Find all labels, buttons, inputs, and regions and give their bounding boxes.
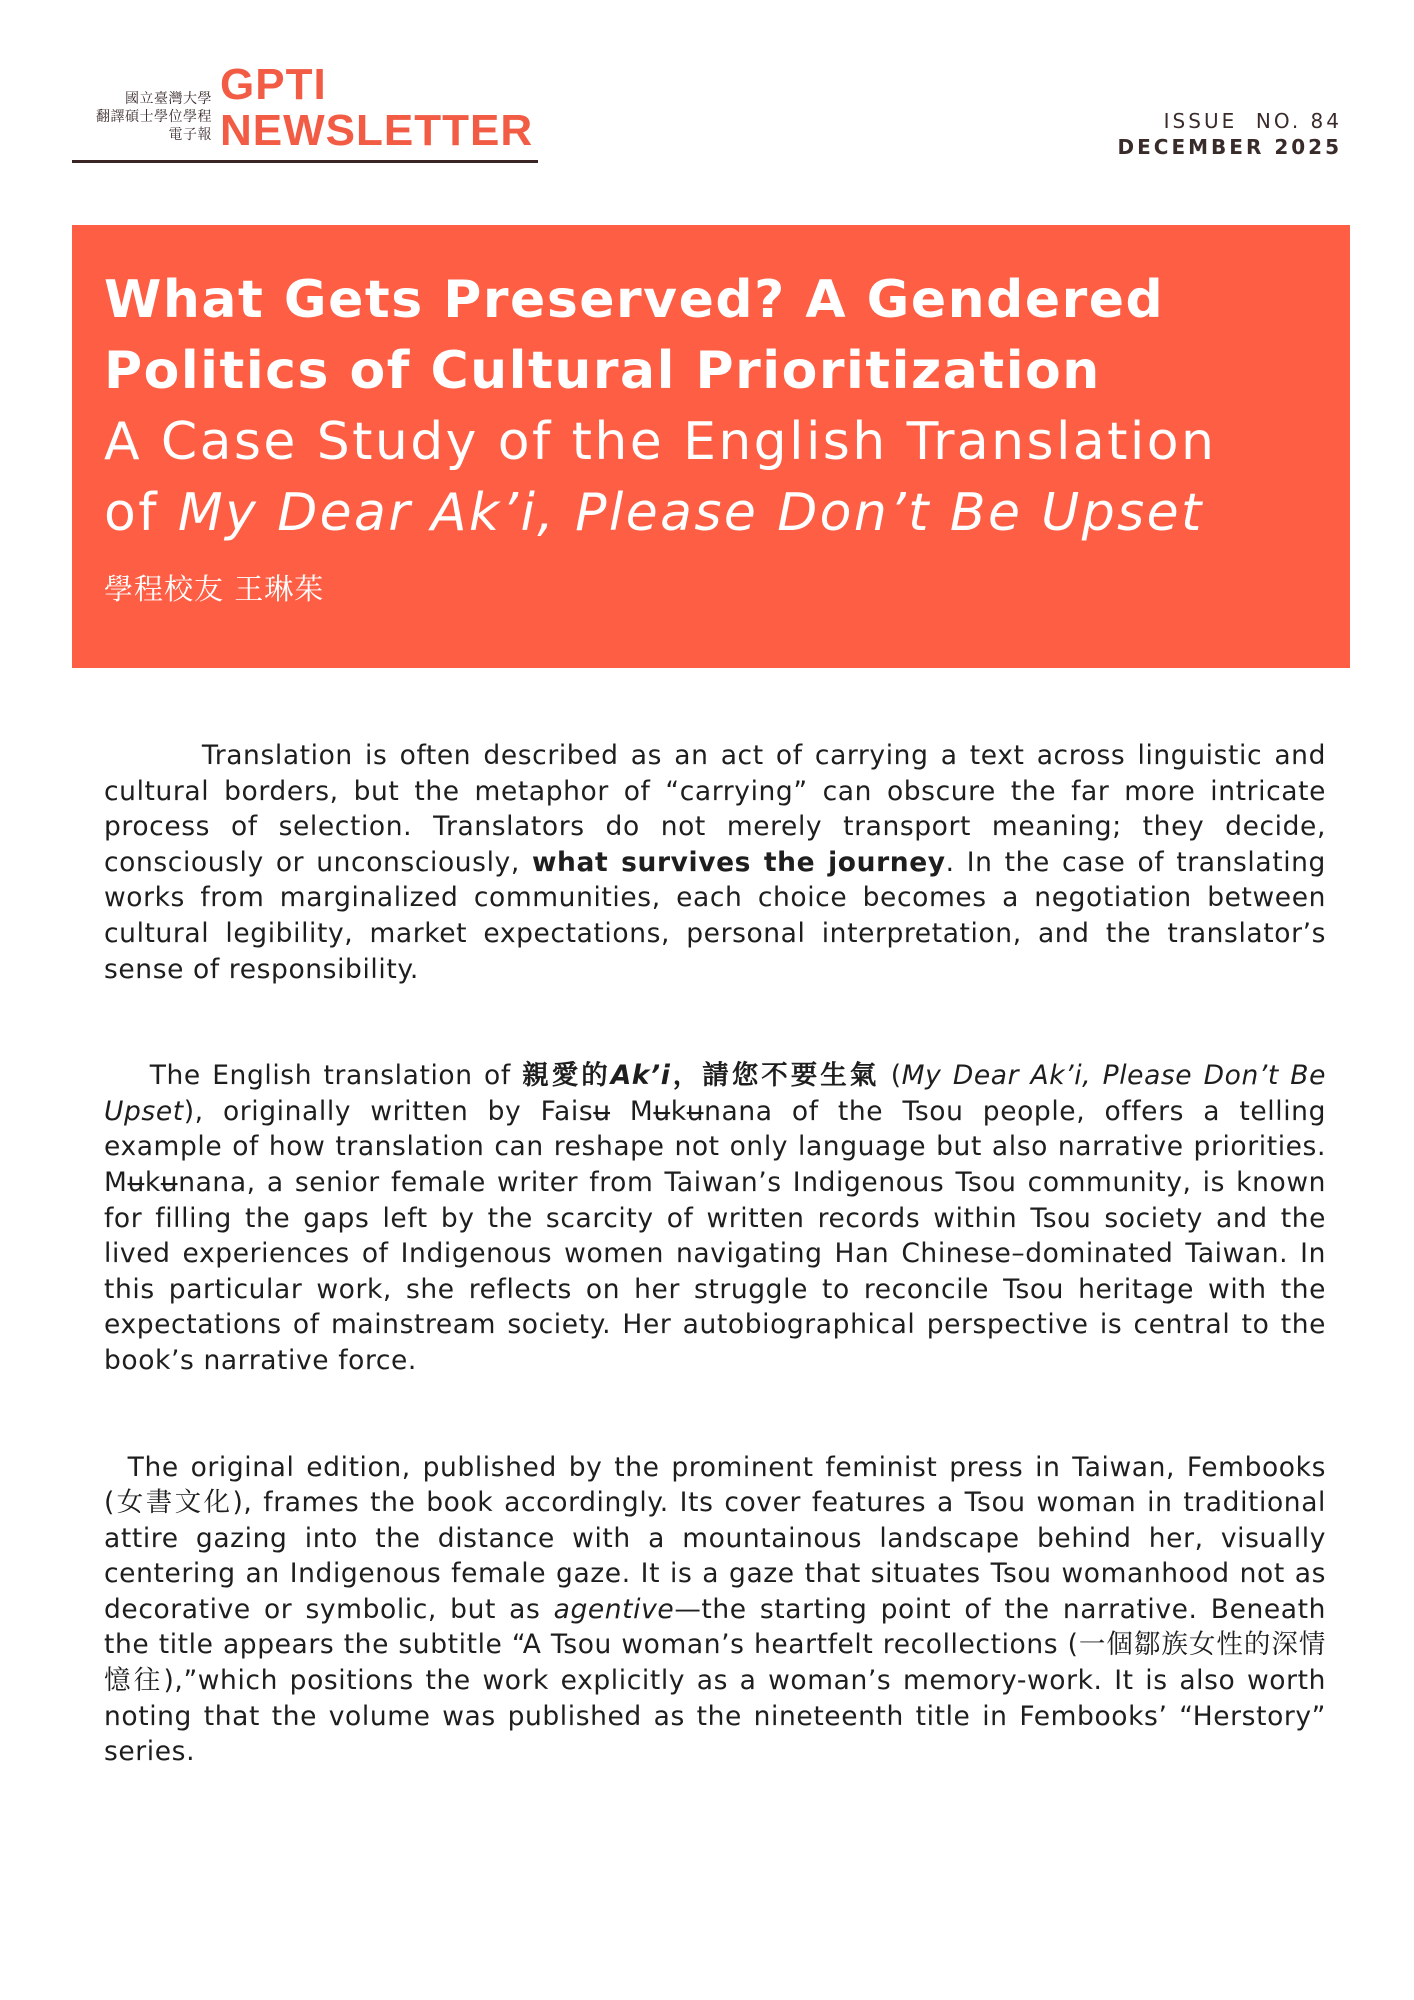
program-name-line: 翻譯碩士學位學程 <box>96 109 212 125</box>
paragraph-3 <box>104 1450 1326 1770</box>
paragraph-text: The original edition, published by the prominent feminist press in Taiwan, Fembooks (女書文化), frames the book accordingly. Its cover features a Tsou woman in traditional attire gazing into the distance with a mountainous landscape behind her, visually centering an Indigenous female gaze. It is a gaze that situates Tsou womanhood not as decorative or symbolic, but as <box>104 1451 1326 1625</box>
masthead-divider <box>72 160 538 163</box>
paragraph-indent <box>104 1452 128 1483</box>
title-banner <box>72 225 1350 668</box>
paragraph-text: —the starting point of the narrative. Beneath the title appears the subtitle “A Tsou woman’s heartfelt recollections (一個鄒族女性的深情憶往),”which positions the work explicitly as a woman’s memory-work. It is also worth noting that the volume was published as the nineteenth title in Fembooks’ “Herstory” series. <box>104 1593 1326 1768</box>
issue-date: DECEMBER 2025 <box>1117 135 1342 159</box>
paragraph-indent <box>104 740 202 771</box>
issue-number: ISSUE NO. 84 <box>1163 109 1342 133</box>
program-name-line: 國立臺灣大學 <box>125 91 212 107</box>
chinese-title-bold-italic: Ak’i <box>610 1060 671 1092</box>
paragraph-text: ( <box>879 1060 902 1092</box>
emphasis-italic: agentive <box>553 1593 675 1625</box>
english-title-italic: My Dear Ak’i, Please Don’t Be Upset <box>104 1060 1326 1127</box>
paragraph-text: . In the case of translating works from marginalized communities, each choice becomes a negotiation between cultural legibility, market expectations, personal interpretation, and the translator’s sense of responsibility. <box>104 846 1326 985</box>
chinese-title-bold: ，請您不要生氣 <box>670 1060 880 1092</box>
logo-gpti: GPTI <box>220 60 327 109</box>
article-subtitle-line: A Case Study of the English Translation <box>104 412 1217 472</box>
program-name-line: 電子報 <box>168 127 212 143</box>
program-name <box>72 90 212 144</box>
article-title-line: What Gets Preserved? A Gendered <box>104 270 1165 330</box>
paragraph-indent <box>104 1060 150 1091</box>
emphasis-bold: what survives the journey <box>531 846 946 878</box>
paragraph-text: The English translation of <box>149 1060 523 1092</box>
article-author: 學程校友 王琳茱 <box>104 572 325 606</box>
paragraph-text: ), originally written by Faisʉ Mʉkʉnana of the Tsou people, offers a telling example of how translation can reshape not only language but also narrative priorities. Mʉkʉnana, a senior female writer from Taiwan’s Indigenous Tsou community, is known for filling the gaps left by the scarcity of written records within Tsou society and the lived experiences of Indigenous women navigating Han Chinese–dominated Taiwan. In this particular work, she reflects on her struggle to reconcile Tsou heritage with the expectations of mainstream society. Her autobiographical perspective is central to the book’s narrative force. <box>104 1095 1326 1376</box>
article-subtitle-line <box>104 478 1316 549</box>
book-title: My Dear Ak’i, Please Don’t Be Upset <box>177 483 1204 543</box>
issue-info <box>1118 108 1342 160</box>
logo-newsletter: NEWSLETTER <box>220 106 534 155</box>
newsletter-logo <box>220 62 533 154</box>
paragraph-2 <box>104 1058 1326 1378</box>
article-title-line: Politics of Cultural Prioritization <box>104 341 1101 401</box>
chinese-title-bold: 親愛的 <box>522 1060 611 1092</box>
subtitle-prefix: of <box>104 483 178 543</box>
masthead <box>72 62 542 166</box>
article-body <box>104 738 1326 1770</box>
paragraph-1 <box>104 738 1326 987</box>
paragraph-text: Translation is often described as an act of carrying a text across linguistic and cultural borders, but the metaphor of “carrying” can obscure the far more intricate process of selection. Translators do not merely transport meaning; they decide, consciously or unconsciously, <box>104 740 1326 878</box>
